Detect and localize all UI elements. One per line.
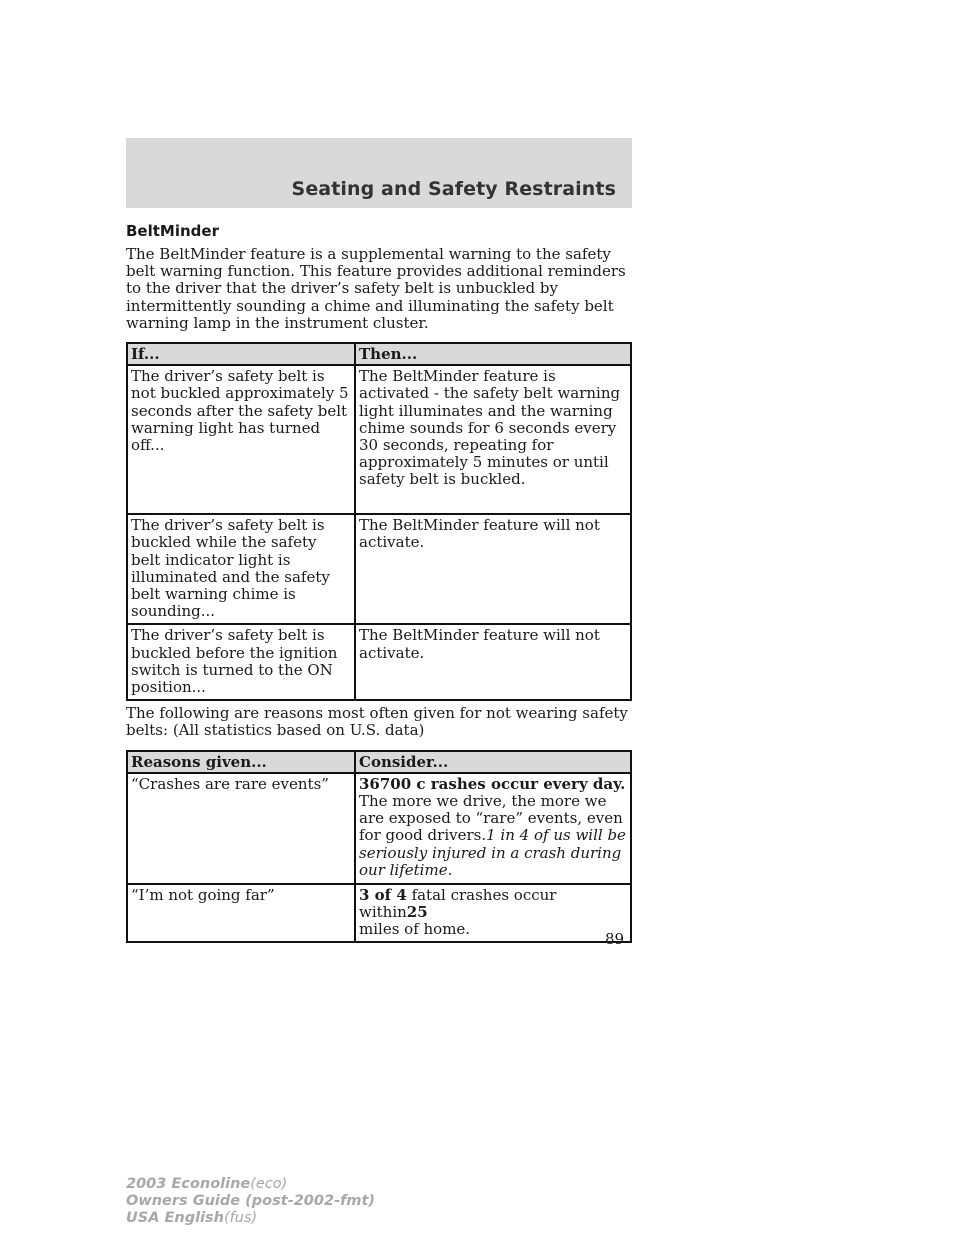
table-row <box>127 365 631 514</box>
beltminder-heading: BeltMinder <box>126 222 219 240</box>
consider-cell <box>355 773 631 884</box>
reason-cell: “I’m not going far” <box>127 884 355 943</box>
statistic-bold: 3 of 4 <box>359 885 407 904</box>
table-header-row <box>127 751 631 773</box>
footer-model-code: (eco) <box>250 1176 288 1192</box>
statistic-italic: 1 in 4 of us will be seriously injured in a crash during our lifetime. <box>359 826 626 879</box>
column-header-then: Then... <box>355 343 631 365</box>
result-cell: The BeltMinder feature will not activate. <box>355 624 631 700</box>
footer-line <box>126 1176 375 1193</box>
section-title: Seating and Safety Restraints <box>291 178 616 200</box>
condition-cell: The driver’s safety belt is buckled before the ignition switch is turned to the ON position... <box>127 624 355 700</box>
consider-text: miles of home. <box>359 920 471 939</box>
column-header-reasons: Reasons given... <box>127 751 355 773</box>
column-header-if: If... <box>127 343 355 365</box>
footer-language: USA English <box>126 1210 224 1226</box>
reason-cell: “Crashes are rare events” <box>127 773 355 884</box>
footer-line <box>126 1210 375 1227</box>
table-row <box>127 773 631 884</box>
table-row <box>127 514 631 624</box>
reasons-table <box>126 750 632 944</box>
column-header-consider: Consider... <box>355 751 631 773</box>
footer-line: Owners Guide (post-2002-fmt) <box>126 1193 376 1209</box>
beltminder-table <box>126 342 632 701</box>
statistic-bold: 25 <box>406 903 428 922</box>
consider-text: The more we drive, the more we are exposed to “rare” events, even for good drivers. <box>359 792 623 845</box>
page-number: 89 <box>605 930 625 948</box>
table-row <box>127 624 631 700</box>
consider-cell <box>355 884 631 943</box>
footer-model: 2003 Econoline <box>126 1176 251 1192</box>
footer-language-code: (fus) <box>224 1210 258 1226</box>
result-cell: The BeltMinder feature is activated - the safety belt warning light illuminates and the warning chime sounds for 6 seconds every 30 seconds, repeating for approximately 5 minutes or until safety belt is buckled. <box>355 365 631 514</box>
reasons-intro: The following are reasons most often given for not wearing safety belts: (All statistics based on U.S. data) <box>126 704 628 740</box>
table-header-row <box>127 343 631 365</box>
beltminder-intro: The BeltMinder feature is a supplemental warning to the safety belt warning function. This feature provides additional reminders to the driver that the driver’s safety belt is unbuckled by intermittently sounding a chime and illuminating the safety belt warning lamp in the instrument cluster. <box>126 245 626 332</box>
table-row <box>127 884 631 943</box>
statistic-bold: 36700 c rashes occur every day. <box>359 774 626 793</box>
condition-cell: The driver’s safety belt is buckled while the safety belt indicator light is illuminated and the safety belt warning chime is sounding... <box>127 514 355 624</box>
consider-text: fatal crashes occur within <box>359 885 557 922</box>
page-content <box>126 222 632 943</box>
document-footer <box>126 1176 375 1227</box>
section-header-band <box>126 138 632 208</box>
result-cell: The BeltMinder feature will not activate. <box>355 514 631 624</box>
condition-cell: The driver’s safety belt is not buckled approximately 5 seconds after the safety belt warning light has turned off... <box>127 365 355 514</box>
